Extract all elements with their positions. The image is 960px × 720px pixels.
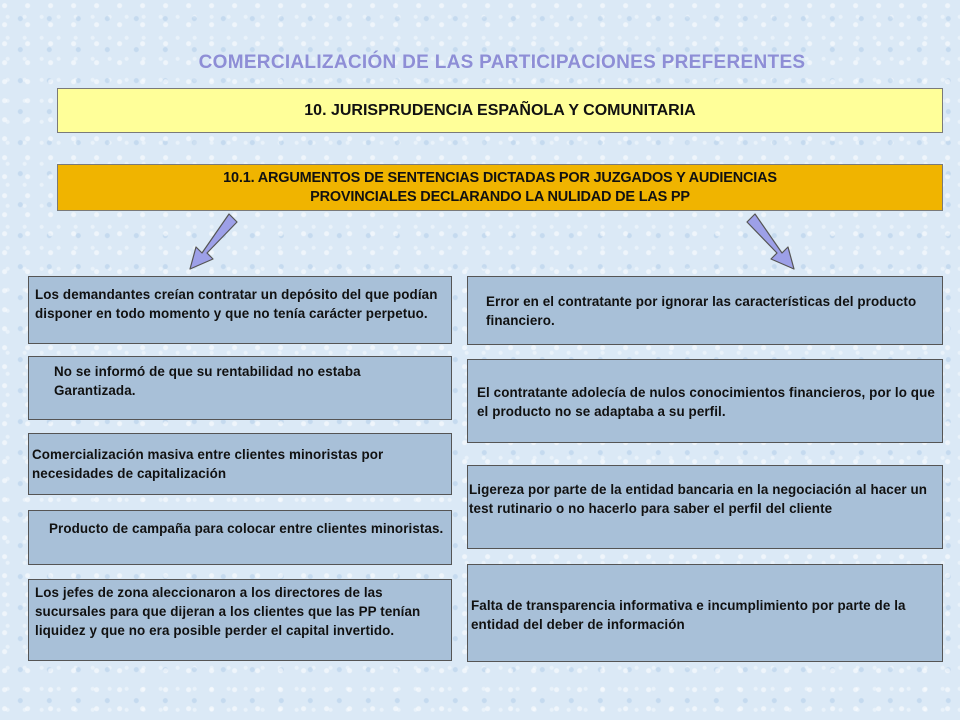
right-argument-text-2: El contratante adolecía de nulos conocimientos financieros, por lo que el producto no se adaptaba a su perfil. [477,385,935,419]
right-argument-text-1: Error en el contratante por ignorar las características del producto financiero. [486,294,917,328]
left-argument-text-2: No se informó de que su rentabilidad no estaba Garantizada. [54,364,361,398]
left-argument-text-3: Comercialización masiva entre clientes minoristas por necesidades de capitalización [32,447,384,481]
left-argument-text-1: Los demandantes creían contratar un depósito del que podían disponer en todo momento y que no tenía carácter perpetuo. [35,287,438,321]
right-argument-box-1 [467,276,943,345]
arrow-down-right-icon [744,212,804,274]
left-argument-box-4 [28,510,452,565]
left-argument-box-3 [28,433,452,495]
section-banner-label: 10. JURISPRUDENCIA ESPAÑOLA Y COMUNITARIA [304,101,696,119]
right-argument-box-4 [467,564,943,662]
left-argument-box-5 [28,579,452,661]
slide-title: COMERCIALIZACIÓN DE LAS PARTICIPACIONES PREFERENTES [198,52,806,73]
left-argument-text-5: Los jefes de zona aleccionaron a los directores de las sucursales para que dijeran a los clientes que las PP tenían liquidez y que no era posible perder el capital invertido. [35,585,421,638]
section-banner [57,88,943,133]
right-argument-box-2 [467,359,943,443]
subsection-banner [57,164,943,211]
left-argument-box-2 [28,356,452,420]
right-argument-box-3 [467,465,943,549]
arrow-down-left-icon [180,212,240,274]
right-argument-text-3: Ligereza por parte de la entidad bancaria en la negociación al hacer un test rutinario o no hacerlo para saber el perfil del cliente [469,482,928,516]
right-argument-text-4: Falta de transparencia informativa e incumplimiento por parte de la entidad del deber de información [471,598,906,632]
subsection-banner-line-1: 10.1. ARGUMENTOS DE SENTENCIAS DICTADAS POR JUZGADOS Y AUDIENCIAS [223,169,777,186]
left-argument-text-4: Producto de campaña para colocar entre clientes minoristas. [49,521,444,536]
left-argument-box-1 [28,276,452,344]
subsection-banner-line-2: PROVINCIALES DECLARANDO LA NULIDAD DE LAS PP [310,188,690,205]
